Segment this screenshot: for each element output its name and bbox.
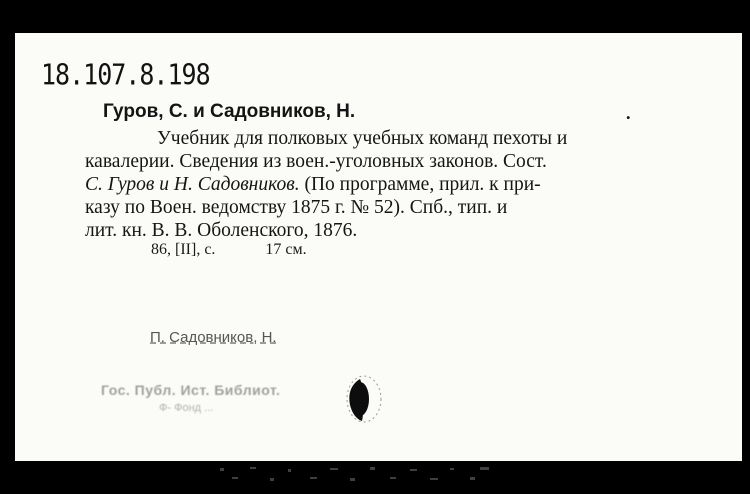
heading-dot: . <box>626 103 631 123</box>
responsibility-statement: С. Гуров и Н. Садовников. <box>85 174 300 195</box>
description-line-5: лит. кн. В. В. Оболенского, 1876. <box>85 220 358 241</box>
scan-edge-artifact <box>210 466 520 484</box>
author-heading: Гуров, С. и Садовников, Н. <box>103 101 356 122</box>
collation <box>151 241 307 259</box>
punch-hole-icon <box>342 373 386 425</box>
description-line-3-rest: (По программе, прил. к при- <box>299 174 541 195</box>
description-line-1: Учебник для полковых учебных команд пехоты и <box>157 128 568 149</box>
description-line-4: казу по Воен. ведомству 1875 г. № 52). Спб., тип. и <box>85 197 508 218</box>
library-stamp <box>101 378 321 420</box>
shelfmark: 18.107.8.198 <box>41 58 210 92</box>
description-line-2: кавалерии. Сведения из воен.-уголовных законов. Сост. <box>85 151 547 172</box>
description-line-3 <box>85 173 665 196</box>
stamp-line-1: Гос. Публ. Ист. Библиот. <box>101 382 281 398</box>
collation-pages: 86, [II], с. <box>151 241 216 258</box>
catalog-card <box>15 33 742 461</box>
added-entry-tracing: П. Садовников, Н. <box>150 329 277 346</box>
stamp-line-2: Ф- Фонд ... <box>159 402 214 414</box>
bibliographic-description <box>85 127 665 242</box>
collation-size: 17 см. <box>265 241 307 258</box>
